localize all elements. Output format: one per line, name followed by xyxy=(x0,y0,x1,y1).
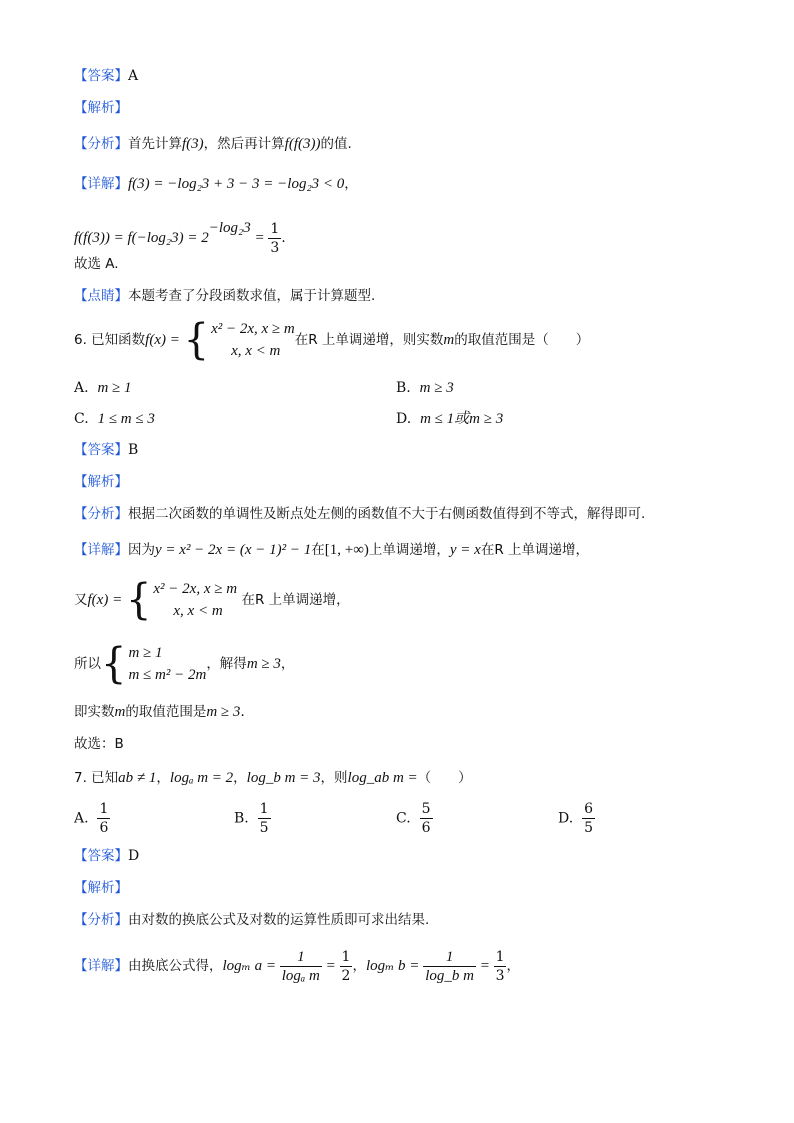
punct: ， xyxy=(352,958,366,974)
case-2: x, x < m xyxy=(231,343,281,359)
q7-analysis-line xyxy=(74,878,128,898)
text: ，则 xyxy=(320,770,348,786)
text: 在R 上单调递增， xyxy=(241,592,350,608)
frac-den: 5 xyxy=(584,820,594,836)
text: 由换底公式得， xyxy=(128,958,223,974)
math-expr: m ≥ 3 xyxy=(246,656,281,672)
fenxi-text: 首先计算 xyxy=(128,136,182,152)
q6-analysis-line xyxy=(74,472,128,492)
dianjing-text: 本题考查了分段函数求值，属于计算题型. xyxy=(128,288,376,304)
left-brace-icon: { xyxy=(125,575,152,625)
fenxi-text: 由对数的换底公式及对数的运算性质即可求出结果. xyxy=(128,912,430,928)
fenxi-tag: 【分析】 xyxy=(74,506,128,522)
option-text: m ≥ 1 xyxy=(97,380,132,396)
option-letter: C. xyxy=(396,810,411,827)
answer-value: B xyxy=(128,442,139,458)
case-2: m ≤ m² − 2m xyxy=(128,667,207,683)
text: 在 xyxy=(311,542,325,558)
stem-text: 在R 上单调递增，则实数 xyxy=(294,332,444,348)
option-text: m ≤ 1或m ≥ 3 xyxy=(420,411,504,427)
math-expr: m xyxy=(114,704,126,720)
math-expr: f(3) xyxy=(182,136,204,152)
math-expr: log_b m = 3 xyxy=(246,770,321,786)
frac-den: log_b m xyxy=(425,967,474,984)
frac-den: 3 xyxy=(270,239,280,256)
dianjing-tag: 【点睛】 xyxy=(74,288,128,304)
equals: = xyxy=(321,958,340,974)
math-expr: f(3) = −log₂3 + 3 − 3 = −log₂3 < 0 xyxy=(128,176,345,192)
q5-xiangjie-line-2 xyxy=(74,210,286,257)
frac-num: 1 xyxy=(259,801,269,817)
math-expr: log_ab m = xyxy=(347,770,418,786)
frac-num: 1 xyxy=(341,948,351,965)
q7-stem xyxy=(74,768,472,788)
option-letter: D. xyxy=(558,810,574,827)
math-expr: ab ≠ 1 xyxy=(118,770,157,786)
case-1: m ≥ 1 xyxy=(128,645,163,661)
option-fraction xyxy=(582,800,595,837)
q5-dianjing-line xyxy=(74,286,375,306)
fenxi-tag: 【分析】 xyxy=(74,136,128,152)
option-fraction xyxy=(97,800,110,837)
q7-option-a xyxy=(74,800,110,837)
text: ，解得 xyxy=(206,656,247,672)
frac-den: 6 xyxy=(421,820,431,836)
inequality-system xyxy=(128,642,206,686)
case-2: x, x < m xyxy=(173,603,223,619)
text: 又 xyxy=(74,592,88,608)
math-expr: f(x) = xyxy=(145,332,184,348)
fraction xyxy=(340,948,353,985)
q5-answer-line xyxy=(74,66,138,86)
q7-xiangjie-line xyxy=(74,944,520,988)
case-1: x² − 2x, x ≥ m xyxy=(153,581,238,597)
option-letter: C. xyxy=(74,411,89,427)
stem-text: 的取值范围是（ ） xyxy=(454,332,590,348)
math-expr: f(x) = xyxy=(87,592,126,608)
gu-xuan: 故选：B xyxy=(74,736,124,752)
math-expr: f(f(3)) = f(−log₂3) = 2 xyxy=(74,230,209,246)
frac-num: 1 xyxy=(280,948,322,967)
q6-option-d xyxy=(396,409,503,429)
frac-num: 5 xyxy=(421,801,431,817)
piecewise-cases xyxy=(211,318,295,362)
fenxi-text: ，然后再计算 xyxy=(203,136,285,152)
analysis-tag: 【解析】 xyxy=(74,474,128,490)
fenxi-text: 根据二次函数的单调性及断点处左侧的函数值不大于右侧函数值得到不等式，解得即可. xyxy=(128,506,646,522)
frac-num: 1 xyxy=(423,948,476,967)
fraction xyxy=(423,948,476,985)
xiangjie-tag: 【详解】 xyxy=(74,176,128,192)
equals: = xyxy=(475,958,494,974)
text: 在R 上单调递增， xyxy=(480,542,589,558)
fraction xyxy=(280,948,322,985)
text: 所以 xyxy=(74,656,101,672)
text: 上单调递增， xyxy=(368,542,450,558)
punct: ， xyxy=(506,958,520,974)
fraction xyxy=(268,220,281,257)
q6-option-a xyxy=(74,378,132,398)
option-letter: B. xyxy=(396,380,411,396)
math-expr: y = x² − 2x = (x − 1)² − 1 xyxy=(155,542,312,558)
q7-option-c xyxy=(396,800,433,837)
option-fraction xyxy=(258,800,271,837)
q6-xiangjie-line-3 xyxy=(74,639,295,689)
math-expr: f(f(3)) xyxy=(284,136,321,152)
math-expr: logₘ b = xyxy=(365,958,424,974)
punct: ， xyxy=(156,770,170,786)
answer-tag: 【答案】 xyxy=(74,848,128,864)
frac-num: 1 xyxy=(495,948,505,965)
option-text: 1 ≤ m ≤ 3 xyxy=(97,411,155,427)
punct: ， xyxy=(344,176,358,192)
xiangjie-tag: 【详解】 xyxy=(74,542,128,558)
text: （ ） xyxy=(417,770,472,786)
q7-option-b xyxy=(234,800,271,837)
frac-den: 2 xyxy=(341,967,351,984)
gu-xuan: 故选 A. xyxy=(74,256,119,272)
fraction xyxy=(494,948,507,985)
q5-analysis-line xyxy=(74,98,128,118)
math-expr: m ≥ 3 xyxy=(206,704,241,720)
answer-value: D xyxy=(128,848,140,864)
analysis-tag: 【解析】 xyxy=(74,100,128,116)
analysis-tag: 【解析】 xyxy=(74,880,128,896)
question-number: 6. 已知函数 xyxy=(74,332,146,348)
option-text: m ≥ 3 xyxy=(419,380,454,396)
text: 的取值范围是 xyxy=(125,704,207,720)
option-letter: A. xyxy=(74,810,89,827)
q6-guxuan-line xyxy=(74,734,124,754)
frac-den: 6 xyxy=(99,820,109,836)
q7-answer-line xyxy=(74,846,139,866)
q6-answer-line xyxy=(74,440,138,460)
punct: . xyxy=(240,704,245,720)
option-fraction xyxy=(420,800,433,837)
answer-tag: 【答案】 xyxy=(74,442,128,458)
q6-stem xyxy=(74,315,590,365)
q6-fenxi-line xyxy=(74,504,645,524)
math-expr: logₐ m = 2 xyxy=(169,770,234,786)
punct: ， xyxy=(233,770,247,786)
q6-option-b xyxy=(396,378,454,398)
math-expr: logₘ a = xyxy=(222,958,280,974)
frac-num: 1 xyxy=(270,220,280,237)
option-letter: A. xyxy=(74,380,89,396)
left-brace-icon: { xyxy=(183,315,210,365)
q6-xiangjie-line-2 xyxy=(74,575,350,625)
q7-fenxi-line xyxy=(74,910,429,930)
math-expr: [1, +∞) xyxy=(324,542,369,558)
q5-guxuan-line xyxy=(74,254,119,274)
fenxi-tag: 【分析】 xyxy=(74,912,128,928)
frac-den: logₐ m xyxy=(281,967,320,984)
xiangjie-tag: 【详解】 xyxy=(74,958,128,974)
frac-den: 3 xyxy=(495,967,505,984)
question-number: 7. 已知 xyxy=(74,770,119,786)
text: 即实数 xyxy=(74,704,115,720)
math-expr: y = x xyxy=(449,542,481,558)
frac-num: 1 xyxy=(99,801,109,817)
option-letter: B. xyxy=(234,810,249,827)
q5-fenxi-line xyxy=(74,134,352,154)
q6-xiangjie-line-4 xyxy=(74,702,245,722)
q6-option-c xyxy=(74,409,155,429)
piecewise-cases xyxy=(153,578,237,622)
q6-xiangjie-line-1 xyxy=(74,540,589,560)
text: 因为 xyxy=(128,542,155,558)
punct: ， xyxy=(280,656,295,672)
punct: . xyxy=(281,230,286,246)
left-brace-icon: { xyxy=(101,639,127,689)
answer-value: A xyxy=(128,68,139,84)
case-1: x² − 2x, x ≥ m xyxy=(211,321,295,337)
exponent: −log₂3 xyxy=(208,220,251,236)
math-expr: m xyxy=(443,332,455,348)
answer-tag: 【答案】 xyxy=(74,68,128,84)
q7-option-d xyxy=(558,800,595,837)
option-letter: D. xyxy=(396,411,412,427)
equals: = xyxy=(250,230,269,246)
frac-den: 5 xyxy=(259,820,269,836)
frac-num: 6 xyxy=(584,801,594,817)
q5-xiangjie-line xyxy=(74,174,358,194)
fenxi-text: 的值. xyxy=(320,136,352,152)
